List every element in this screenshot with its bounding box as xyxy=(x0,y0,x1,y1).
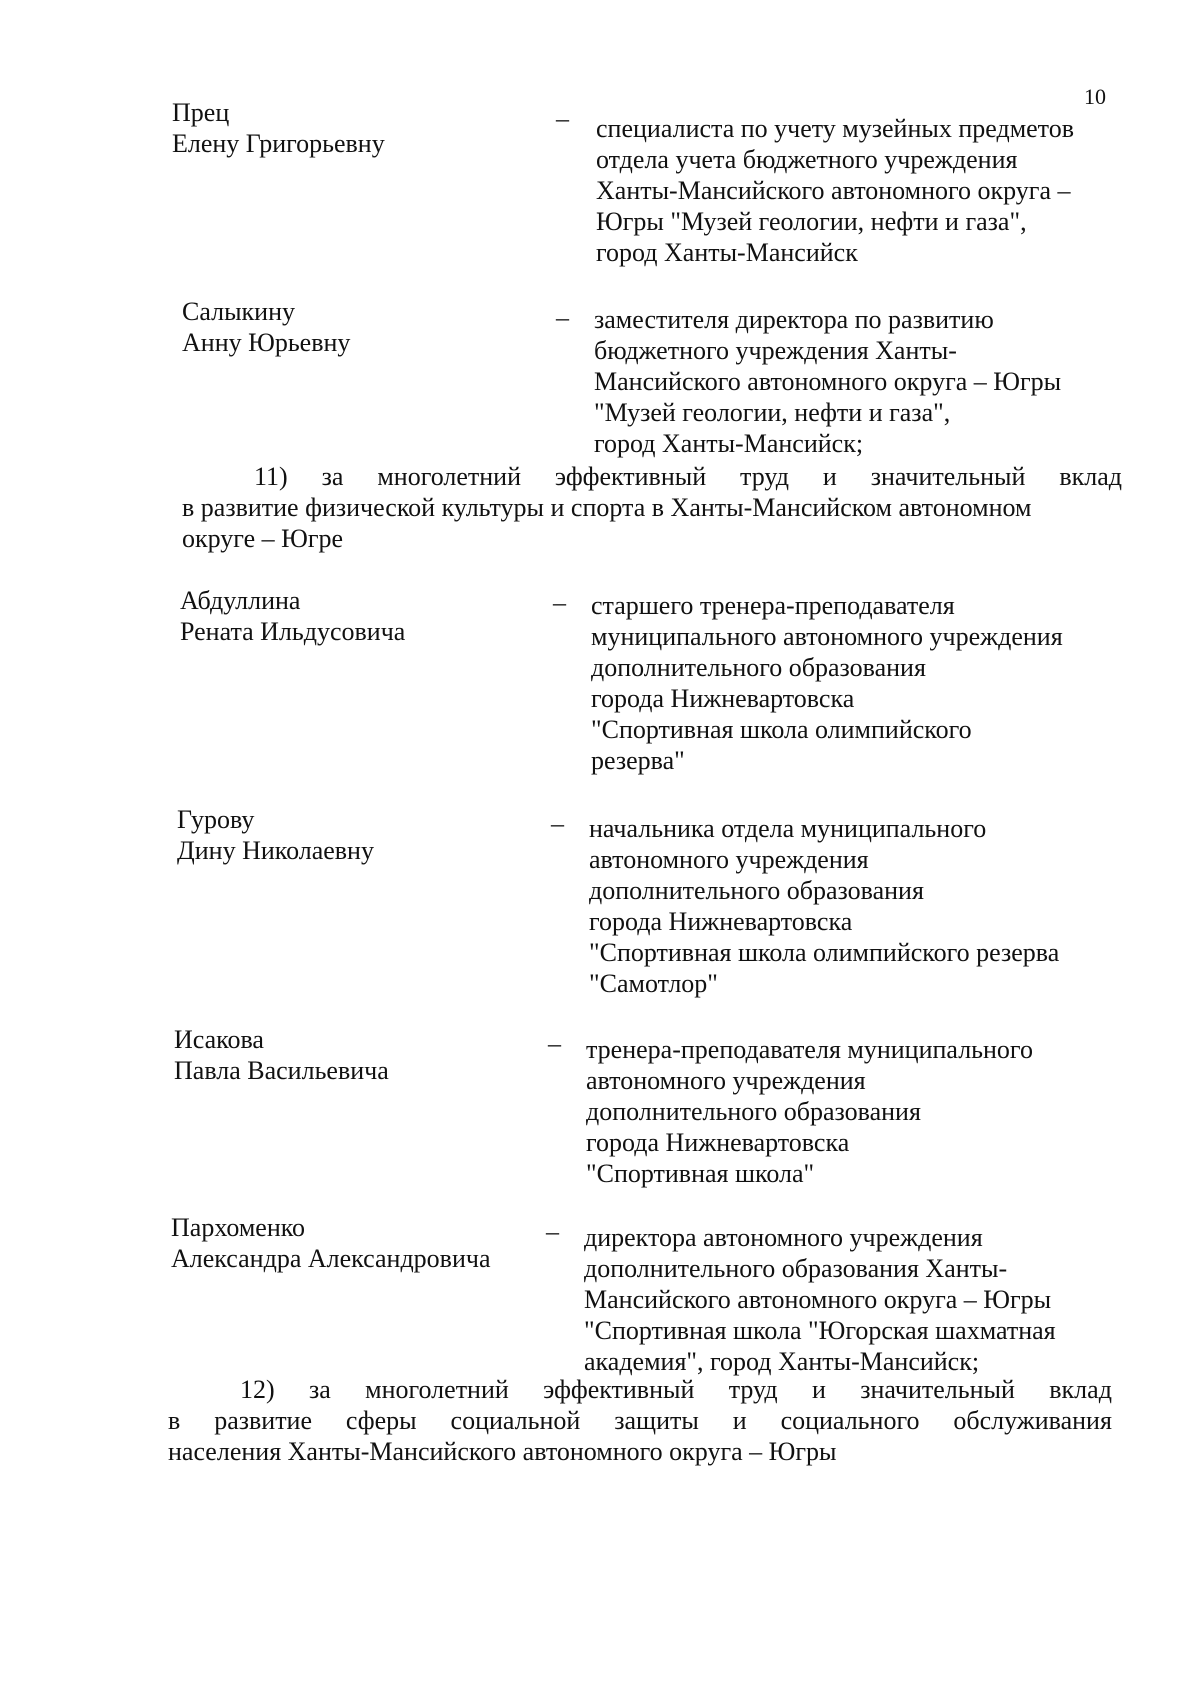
given-name: Елену Григорьевну xyxy=(172,129,385,158)
surname: Прец xyxy=(172,98,230,127)
position-description: тренера-преподавателя муниципального автономного учреждения дополнительного образования города Нижневартовска "Спортивная школа" xyxy=(586,1035,1033,1188)
person-name xyxy=(177,804,374,866)
position-description: начальника отдела муниципального автономного учреждения дополнительного образования города Нижневартовска "Спортивная школа олимпийского резерва "Самотлор" xyxy=(589,814,1060,998)
given-name: Анну Юрьевну xyxy=(182,328,351,357)
paragraph-line: округе – Югре xyxy=(182,524,344,553)
page-number: 10 xyxy=(1084,84,1106,109)
given-name: Александра Александровича xyxy=(171,1244,491,1273)
position-description: директора автономного учреждения дополнительного образования Ханты- Мансийского автономного округа – Югры "Спортивная школа "Югорская шахматная академия", город Ханты-Мансийск; xyxy=(584,1223,1056,1376)
dash: – xyxy=(548,1029,561,1058)
dash: – xyxy=(546,1217,559,1246)
given-name: Павла Васильевича xyxy=(174,1056,389,1085)
paragraph-line: в развитие сферы социальной защиты и социального обслуживания xyxy=(168,1406,1112,1435)
surname: Абдуллина xyxy=(180,586,301,615)
paragraph-line: 11) за многолетний эффективный труд и значительный вклад xyxy=(254,462,1122,491)
position-description: заместителя директора по развитию бюджетного учреждения Ханты- Мансийского автономного округа – Югры "Музей геологии, нефти и газа", город Ханты-Мансийск; xyxy=(594,305,1062,458)
paragraph-line: в развитие физической культуры и спорта в Ханты-Мансийском автономном xyxy=(182,493,1032,522)
person-name xyxy=(174,1024,389,1086)
surname: Пархоменко xyxy=(171,1213,306,1242)
dash: – xyxy=(551,809,564,838)
section-12-paragraph xyxy=(168,1374,1112,1467)
dash: – xyxy=(556,303,569,332)
surname: Салыкину xyxy=(182,297,296,326)
dash: – xyxy=(556,104,569,133)
section-11-paragraph xyxy=(182,461,1122,554)
position-description: старшего тренера-преподавателя муниципального автономного учреждения дополнительного образования города Нижневартовска "Спортивная школа олимпийского резерва" xyxy=(591,591,1063,775)
dash: – xyxy=(553,588,566,617)
given-name: Дину Николаевну xyxy=(177,836,374,865)
person-name xyxy=(180,585,405,647)
surname: Гурову xyxy=(177,805,255,834)
paragraph-line: населения Ханты-Мансийского автономного округа – Югры xyxy=(168,1437,837,1466)
given-name: Рената Ильдусовича xyxy=(180,617,406,646)
paragraph-line: 12) за многолетний эффективный труд и значительный вклад xyxy=(240,1375,1112,1404)
surname: Исакова xyxy=(174,1025,264,1054)
person-name xyxy=(171,1212,490,1274)
position-description: специалиста по учету музейных предметов отдела учета бюджетного учреждения Ханты-Мансийского автономного округа – Югры "Музей геологии, нефти и газа", город Ханты-Мансийск xyxy=(596,114,1074,267)
person-name xyxy=(172,97,385,159)
person-name xyxy=(182,296,350,358)
